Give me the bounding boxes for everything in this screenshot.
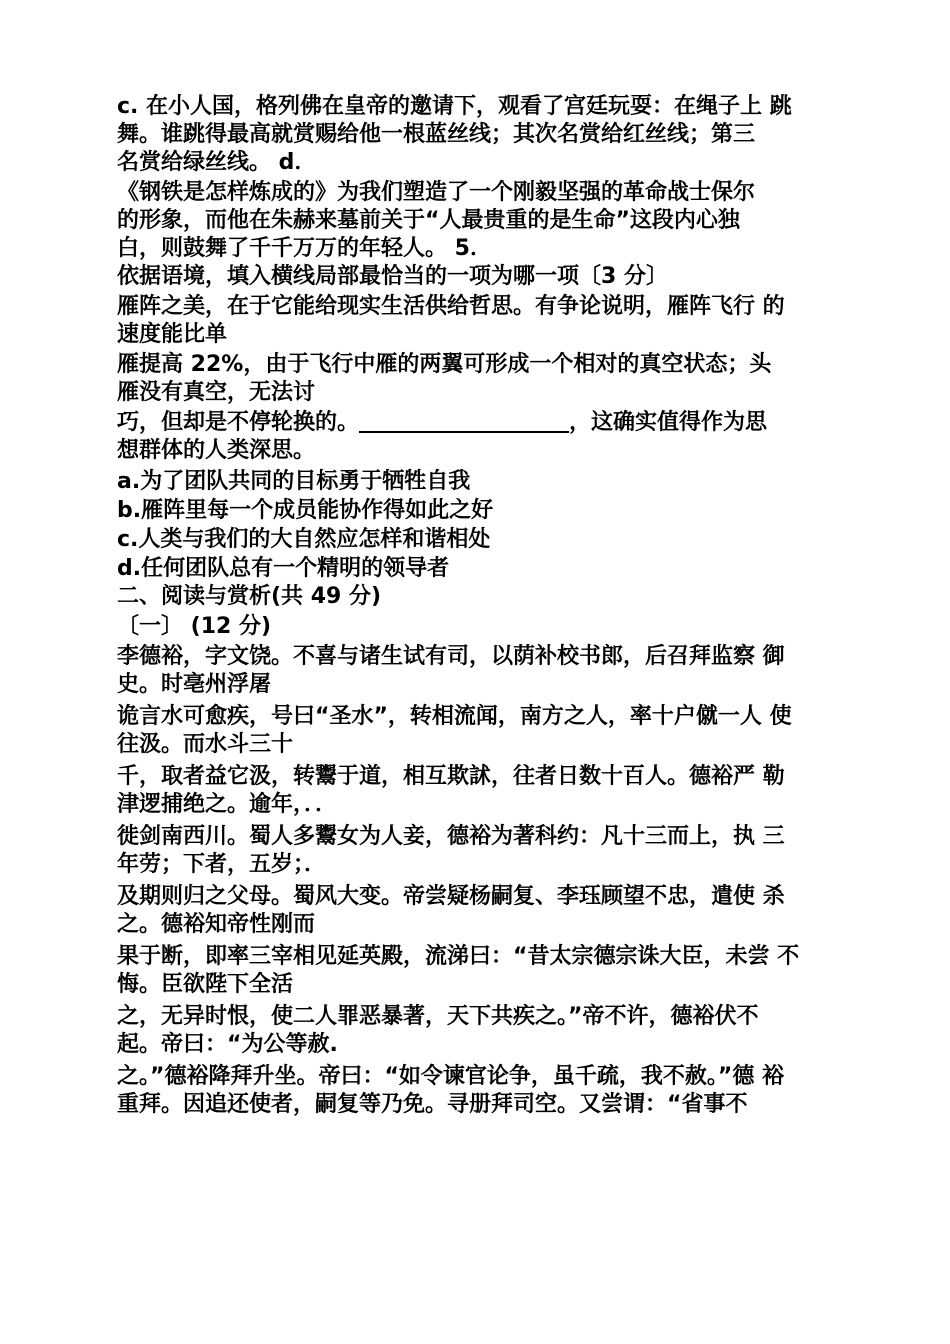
passage-line: 史。时亳州浮屠 <box>117 672 272 697</box>
text-line: 的形象，而他在朱赫来墓前关于“人最贵重的是生命”这段内心独 <box>117 208 740 233</box>
passage-line: 千，取者益它汲，转鬻于道，相互欺訹，往者日数十百人。德裕严 勒 <box>117 764 785 789</box>
passage-line: 往汲。而水斗三十 <box>117 732 294 757</box>
text-line: 速度能比单 <box>117 322 228 347</box>
document-body <box>117 93 833 1119</box>
section-title: 二、阅读与赏析(共 49 分) <box>117 584 382 609</box>
passage-line: 重拜。因追还使者，嗣复等乃免。寻册拜司空。又尝谓：“省事不 <box>117 1092 748 1117</box>
answer-blank <box>359 409 569 433</box>
text-line: 雁阵之美，在于它能给现实生活供给哲思。有争论说明，雁阵飞行 的 <box>117 294 785 319</box>
text-line: 舞。谁跳得最高就赏赐给他一根蓝丝线；其次名赏给红丝线；第三 <box>117 122 756 147</box>
text-line: 雁没有真空，无法讨 <box>117 380 316 405</box>
text-line: 白，则鼓舞了千千万万的年轻人。 5． <box>117 236 492 261</box>
text-line: 名赏给绿丝线。 d． <box>117 150 317 175</box>
subsection-title: 〔一〕 (12 分) <box>117 614 272 639</box>
passage-line: 徙剑南西川。蜀人多鬻女为人妾，德裕为著科约：凡十三而上，执 三 <box>117 824 785 849</box>
option-c: c.人类与我们的大自然应怎样和谐相处 <box>117 527 491 552</box>
passage-line: 之。德裕知帝性刚而 <box>117 912 316 937</box>
text-line: c. 在小人国，格列佛在皇帝的邀请下，观看了宫廷玩耍：在绳子上 跳 <box>117 94 792 119</box>
passage-line: 津逻捕绝之。逾年，．． <box>117 792 338 817</box>
question-stem: 依据语境，填入横线局部最恰当的一项为哪一项〔3 分〕 <box>117 264 668 289</box>
passage-line: 之，无异时恨，使二人罪恶暴著，天下共疾之。”帝不许，德裕伏不 <box>117 1004 759 1029</box>
text-line: 想群体的人类深思。 <box>117 438 316 463</box>
passage-line: 诡言水可愈疾，号曰“圣水”，转相流闻，南方之人，率十户僦一人 使 <box>117 704 792 729</box>
fill-in-line <box>117 409 833 437</box>
option-a: a.为了团队共同的目标勇于牺牲自我 <box>117 469 471 494</box>
passage-line: 年劳；下者，五岁；． <box>117 852 327 877</box>
fill-in-before: 巧，但却是不停轮换的。 <box>117 410 360 435</box>
passage-line: 李德裕，字文饶。不喜与诸生试有司，以荫补校书郎，后召拜监察 御 <box>117 644 785 669</box>
option-d: d.任何团队总有一个精明的领导者 <box>117 556 450 581</box>
passage-line: 之。”德裕降拜升坐。帝曰：“如令谏官论争，虽千疏，我不赦。”德 裕 <box>117 1064 785 1089</box>
passage-line: 起。帝曰：“为公等赦. <box>117 1032 338 1057</box>
passage-line: 果于断，即率三宰相见延英殿，流涕曰：“昔太宗德宗诛大臣，未尝 不 <box>117 944 800 969</box>
option-b: b.雁阵里每一个成员能协作得如此之好 <box>117 498 494 523</box>
passage-line: 悔。臣欲陛下全活 <box>117 972 294 997</box>
text-line: 《钢铁是怎样炼成的》为我们塑造了一个刚毅坚强的革命战士保尔 <box>117 180 756 205</box>
text-line: 雁提高 22%，由于飞行中雁的两翼可形成一个相对的真空状态；头 <box>117 352 772 377</box>
passage-line: 及期则归之父母。蜀风大变。帝尝疑杨嗣复、李珏顾望不忠，遣使 杀 <box>117 884 785 909</box>
fill-in-after: ，这确实值得作为思 <box>569 410 768 435</box>
